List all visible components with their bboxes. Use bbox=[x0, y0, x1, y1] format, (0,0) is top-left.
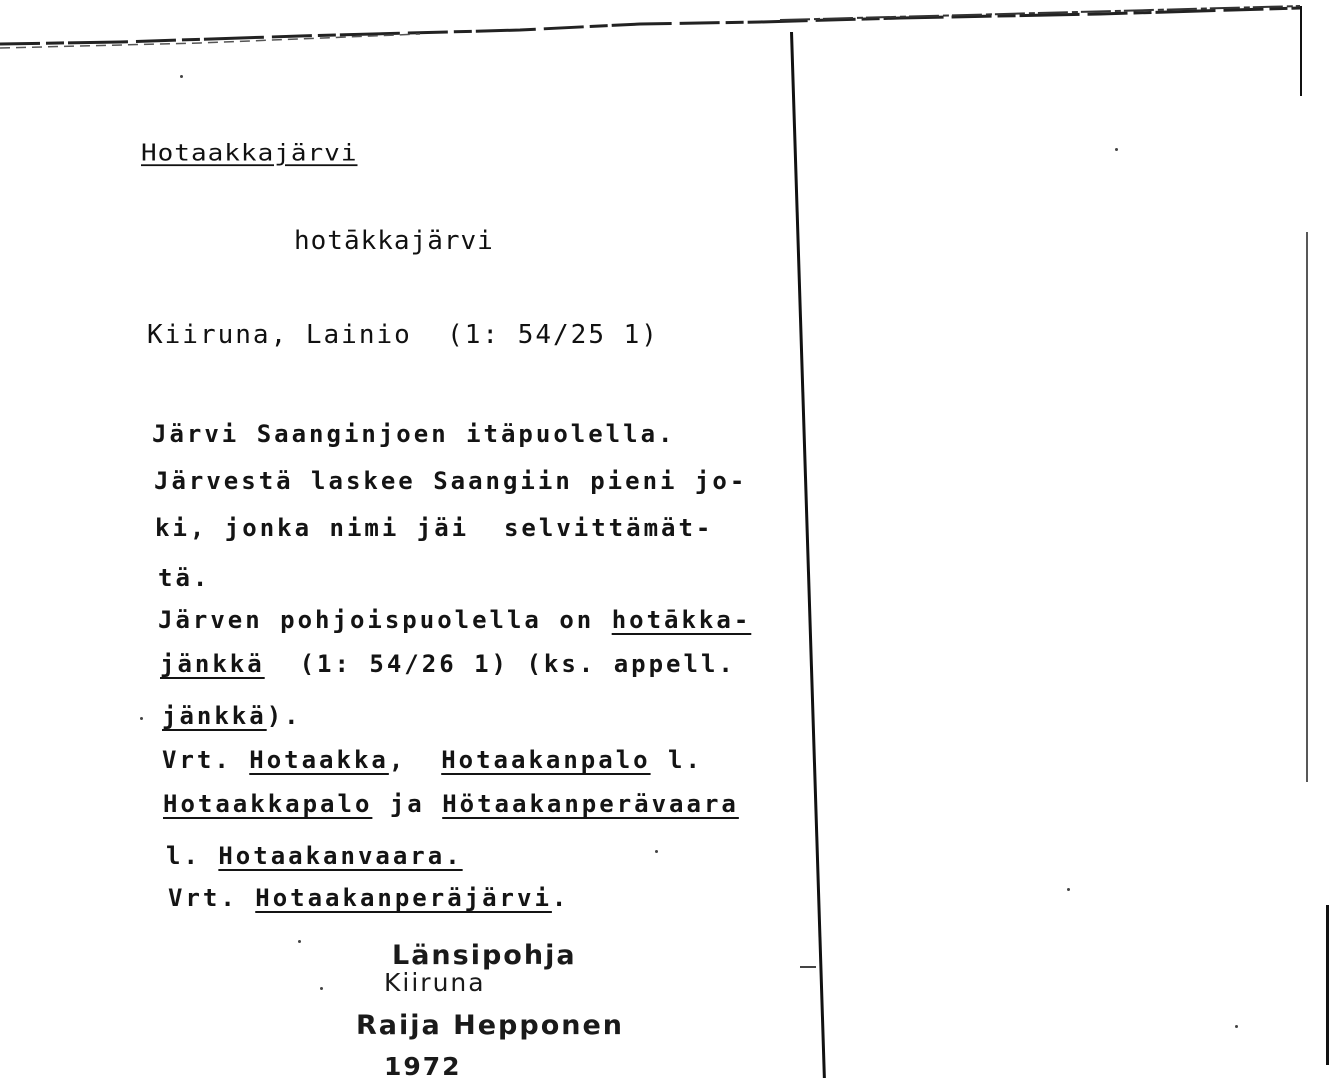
text-line-10 bbox=[166, 842, 463, 870]
ref-hotaakanvaara: Hotaakanvaara. bbox=[218, 842, 463, 870]
ref-hotaakanperavaara: Hötaakanperävaara bbox=[442, 790, 739, 818]
entry-heading: Hotaakkajärvi bbox=[141, 140, 358, 167]
scan-speck bbox=[655, 850, 658, 853]
text-line-6-rest: (1: 54/26 1) (ks. appell. bbox=[299, 650, 736, 678]
card-top-edge bbox=[0, 0, 1332, 60]
ref-jankka: jänkkä bbox=[160, 650, 265, 678]
text-line-5 bbox=[158, 606, 751, 634]
column-divider bbox=[790, 32, 826, 1078]
ref-hotaakka: Hotaakka bbox=[249, 746, 389, 774]
text-line-2: Järvestä laskee Saangiin pieni jo- bbox=[154, 467, 748, 495]
text-line-9 bbox=[163, 790, 739, 818]
abbr-l-1: l. bbox=[668, 746, 703, 774]
scan-speck bbox=[298, 940, 301, 943]
location-line: Kiiruna, Lainio (1: 54/25 1) bbox=[147, 320, 659, 350]
scan-speck bbox=[1067, 888, 1070, 891]
text-line-6 bbox=[160, 650, 736, 678]
right-edge-line bbox=[1300, 6, 1302, 96]
text-line-3: ki, jonka nimi jäi selvittämät- bbox=[155, 514, 714, 542]
text-line-5-start: Järven pohjoispuolella on bbox=[158, 606, 595, 634]
ref-hotaakanpalo: Hotaakanpalo bbox=[441, 746, 651, 774]
ref-hotaakkapalo: Hotaakkapalo bbox=[163, 790, 373, 818]
vrt-label-2: Vrt. bbox=[168, 884, 238, 912]
scan-speck bbox=[320, 987, 323, 990]
text-line-11 bbox=[168, 884, 569, 912]
conj-ja: ja bbox=[389, 790, 425, 818]
ref-hotaakanperajarvi: Hotaakanperäjärvi bbox=[255, 884, 552, 912]
comma: , bbox=[388, 746, 407, 774]
text-line-4: tä. bbox=[158, 564, 211, 592]
text-line-7 bbox=[162, 702, 302, 730]
scan-mark bbox=[800, 966, 816, 968]
stamp-municipality: Kiiruna bbox=[384, 968, 486, 997]
scan-speck bbox=[1115, 148, 1118, 151]
stamp-collector: Raija Hepponen bbox=[356, 1010, 625, 1041]
ref-jankka-appell: jänkkä bbox=[162, 702, 267, 730]
stamp-year: 1972 bbox=[384, 1052, 462, 1081]
stamp-region: Länsipohja bbox=[392, 940, 577, 971]
right-edge-line-lower bbox=[1306, 232, 1308, 782]
text-line-8 bbox=[162, 746, 703, 774]
vrt-label-1: Vrt. bbox=[162, 746, 232, 774]
scan-speck bbox=[180, 75, 183, 78]
period: . bbox=[551, 884, 570, 912]
pronunciation: hotākkajärvi bbox=[294, 226, 494, 256]
scan-speck bbox=[140, 717, 143, 720]
abbr-l-2: l. bbox=[166, 842, 201, 870]
text-line-7-rest: ). bbox=[266, 702, 302, 730]
text-line-1: Järvi Saanginjoen itäpuolella. bbox=[152, 420, 676, 448]
right-edge-line-bottom bbox=[1326, 905, 1329, 1065]
ref-hotakka: hotākka- bbox=[611, 606, 752, 634]
scan-speck bbox=[1235, 1025, 1238, 1028]
